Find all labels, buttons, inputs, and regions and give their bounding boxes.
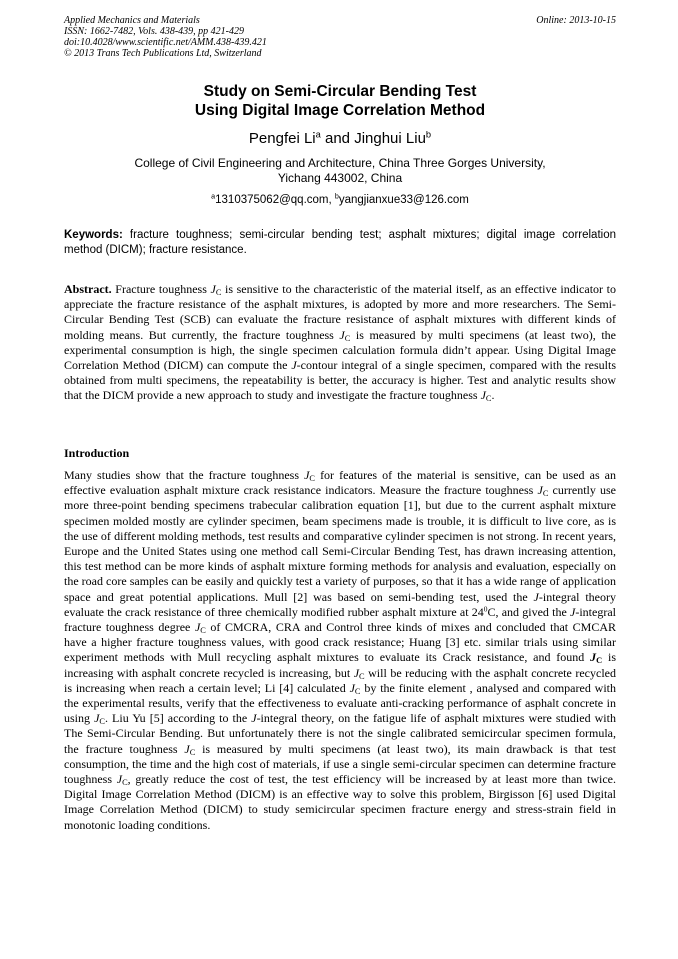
email-separator: , — [328, 194, 335, 206]
symbol-c: C — [122, 778, 128, 788]
copyright-line: © 2013 Trans Tech Publications Ltd, Switzerland — [64, 48, 262, 59]
email-b: yangjianxue33@126.com — [338, 194, 469, 206]
symbol-c: C — [189, 747, 196, 757]
intro-text: C, and gived the — [487, 604, 571, 619]
journal-name: Applied Mechanics and Materials — [64, 15, 200, 26]
symbol-c: C — [215, 288, 222, 298]
symbol-j: J — [184, 741, 190, 756]
author-list — [64, 130, 616, 148]
symbol-j: J — [291, 358, 297, 373]
email-a-mark: a — [211, 192, 216, 201]
symbol-j: J — [339, 327, 345, 342]
introduction-body — [64, 468, 616, 833]
title-line-1: Study on Semi-Circular Bending Test — [203, 83, 477, 100]
journal-header — [64, 15, 616, 59]
symbol-c: C — [542, 489, 549, 499]
doi-line: doi:10.4028/www.scientific.net/AMM.438-439.421 — [64, 37, 267, 48]
symbol-j: J — [537, 483, 543, 498]
affiliation-line-1: College of Civil Engineering and Architecture, China Three Gorges University, — [134, 156, 546, 170]
abstract-text: is measured by multi specimens (at least two), the experimental consumption is high, the single specimen calculation formula didn’t appear. Using Digital Image Correlation Method (DICM) can compute the — [64, 327, 616, 373]
intro-text: -integral theory, on the fatigue life of asphalt mixtures were studied with The Semi-Circular Bending. But unfortunately there is not the single calibrated semicircular specimen formula, the fracture toughness — [64, 711, 616, 756]
symbol-j: J — [116, 772, 123, 787]
symbol-j: J — [570, 604, 576, 619]
symbol-j: J — [304, 468, 310, 482]
symbol-j: J — [94, 711, 100, 726]
intro-text: is increasing with asphalt concrete recycled is increasing, but — [64, 650, 616, 680]
title-line-2: Using Digital Image Correlation Method — [194, 102, 486, 119]
author-1: Pengfei Li — [248, 130, 316, 147]
intro-text: for features of the material is sensitive, can be used as an effective evaluation asphalt mixture crack resistance indicators. Measure the fracture toughness — [64, 468, 616, 498]
author-conjunction: and — [320, 130, 355, 147]
symbol-c: C — [309, 474, 315, 484]
intro-text: Many studies show that the fracture toughness — [64, 468, 305, 482]
symbol-j: J — [590, 650, 597, 665]
online-date: Online: 2013-10-15 — [536, 15, 616, 26]
symbol-j: J — [349, 680, 355, 695]
symbol-c: C — [359, 671, 365, 681]
intro-text: by the finite element , analysed and compared with the experimental results, verify that the effectiveness to evaluate anti-cracking performance of asphalt concrete in using — [64, 680, 616, 726]
abstract — [64, 282, 616, 404]
symbol-c: C — [354, 686, 361, 696]
intro-text: currently use more three-point bending specimens trabecular calibration equation [1], but due to the current asphalt mixture specimen molded mostly are cylinder specimen, beam specimens made is trouble, it is difficult to live core, as is the use of different molding methods, test results and comparative cylinder specimen is not strong. In recent years, Europe and the United States using one method call Semi-Circular Bending Test, has drawn increasing attention, this test method can be more kinds of asphalt mixture forming methods for analysis and evaluation, especially on the road core samples can be easily and quickly test a variety of purposes, so that it has a wide range of application space and great potential applications. Mull [2] was based on semi-bending test, used the — [64, 483, 616, 604]
symbol-j: J — [480, 388, 486, 403]
issn-line: ISSN: 1662-7482, Vols. 438-439, pp 421-429 — [64, 26, 244, 37]
author-2: Jinghui Liu — [354, 130, 426, 147]
symbol-c: C — [200, 626, 206, 636]
symbol-c: C — [99, 717, 105, 727]
degree-mark: 0 — [483, 604, 488, 614]
symbol-c: C — [344, 333, 351, 343]
abstract-text: is sensitive to the characteristic of the material itself, as an effective indicator to appreciate the fracture resistance of the asphalt mixtures, is adopted by more and more researchers. The Semi-Circular Bending Test (SCB) can evaluate the fracture resistance of asphalt mixtures with different kinds of molding means. But currently, the fracture toughness — [64, 282, 616, 342]
intro-text: will be reducing with the asphalt concrete recycled is increasing when reach a certain level; Li [4] calculated — [64, 665, 616, 695]
intro-text: -integral fracture toughness degree — [64, 604, 616, 635]
affiliation — [64, 156, 616, 186]
paper-title — [64, 82, 616, 120]
introduction-heading: Introduction — [64, 446, 130, 460]
keywords-label: Keywords: — [64, 229, 123, 241]
author-2-mark: b — [425, 129, 432, 140]
author-emails — [64, 193, 616, 207]
intro-text: of CMCRA, CRA and Control three kinds of mixes and concluded that CMCAR have a higher fracture toughness values, with good crack resistance; Huang [3] etc. similar trials using similar experiment methods with Mull recycling asphalt mixtures to evaluate its Crack resistance, and found — [64, 620, 616, 665]
symbol-c: C — [485, 394, 492, 404]
symbol-j: J — [353, 665, 360, 680]
symbol-c: C — [596, 656, 603, 666]
abstract-text: Fracture toughness — [111, 282, 211, 296]
abstract-label: Abstract. — [64, 282, 112, 296]
author-1-mark: a — [315, 129, 321, 140]
intro-text: -integral theory evaluate the crack resistance of three chemically modified rubber asphalt mixture at 24 — [64, 589, 616, 619]
symbol-j: J — [194, 620, 201, 635]
keywords — [64, 228, 616, 257]
abstract-text: -contour integral of a single specimen, compared with the results obtained from multi specimens, the repeatability is better, the accuracy is higher. Test and analytic results show that the DICM provide a new approach to study and investigate the fracture toughness — [64, 358, 616, 403]
email-b-mark: b — [334, 192, 339, 201]
intro-text: , greatly reduce the cost of test, the test efficiency will be increased by at least more than twice. Digital Image Correlation Method (DICM) is an effective way to solve this problem, Birgisson [6] used Digital Image Correlation Method (DICM) to study semicircular specimen fracture energy and stress-strain field in monotonic loading conditions. — [64, 772, 617, 832]
intro-text: is measured by multi specimens (at least two), its main drawback is that test consumption, the time and the high cost of materials, if use a single semi-circular specimen can determine fracture toughness — [64, 741, 616, 787]
symbol-j: J — [533, 589, 539, 604]
keywords-text: fracture toughness; semi-circular bending test; asphalt mixtures; digital image correlation method (DICM); fracture resistance. — [64, 229, 616, 256]
symbol-j: J — [210, 282, 216, 296]
symbol-j: J — [251, 711, 257, 726]
email-a: 1310375062@qq.com — [215, 194, 329, 206]
affiliation-line-2: Yichang 443002, China — [277, 171, 403, 185]
abstract-text: . — [491, 388, 495, 403]
intro-text: . Liu Yu [5] according to the — [104, 711, 252, 726]
